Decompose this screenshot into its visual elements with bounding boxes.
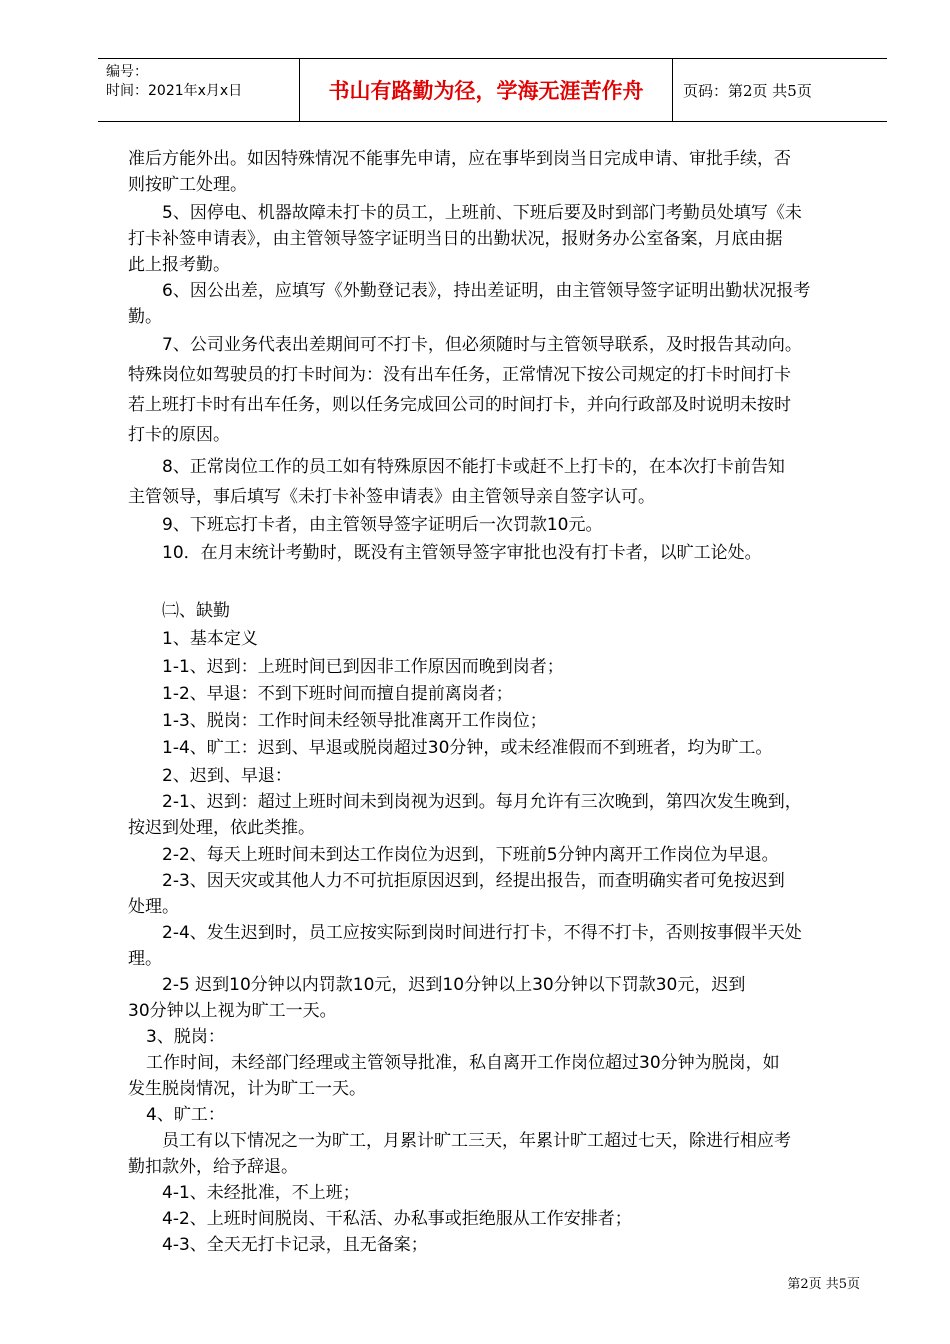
number-label: 编号： [106,64,148,80]
body-line: 2-3、因天灾或其他人力不可抗拒原因迟到，经提出报告，而查明确实者可免按迟到 [162,871,785,891]
body-line: 勤。 [128,307,162,327]
body-line: 勤扣款外，给予辞退。 [128,1157,298,1177]
header-motto: 书山有路勤为径，学海无涯苦作舟 [300,59,673,121]
page-header [98,58,887,122]
body-line: 2、迟到、早退： [162,766,292,786]
body-line: 3、脱岗： [146,1027,225,1047]
body-line: 打卡补签申请表》，由主管领导签字证明当日的出勤状况，报财务办公室备案，月底由据 [128,229,783,249]
body-line: 5、因停电、机器故障未打卡的员工，上班前、下班后要及时到部门考勤员处填写《未 [162,203,802,223]
body-line: 则按旷工处理。 [128,175,247,195]
time-label: 时间：2021年x月x日 [106,83,243,99]
body-line: 特殊岗位如驾驶员的打卡时间为：没有出车任务，正常情况下按公司规定的打卡时间打卡 [128,365,791,385]
page-footer: 第2页 共5页 [787,1277,860,1292]
body-line: 若上班打卡时有出车任务，则以任务完成回公司的时间打卡，并向行政部及时说明未按时 [128,395,791,415]
body-line: 员工有以下情况之一为旷工，月累计旷工三天，年累计旷工超过七天，除进行相应考 [162,1131,791,1151]
body-line: 发生脱岗情况，计为旷工一天。 [128,1079,366,1099]
body-line: 工作时间，未经部门经理或主管领导批准，私自离开工作岗位超过30分钟为脱岗，如 [146,1053,780,1073]
body-line: 4、旷工： [146,1105,225,1125]
body-line: 1、基本定义 [162,629,258,649]
body-line: 理。 [128,949,162,969]
body-line: 2-5 迟到10分钟以内罚款10元，迟到10分钟以上30分钟以下罚款30元，迟到 [162,975,746,995]
body-line: 9、下班忘打卡者，由主管领导签字证明后一次罚款10元。 [162,515,603,535]
body-line: 2-2、每天上班时间未到达工作岗位为迟到，下班前5分钟内离开工作岗位为早退。 [162,845,779,865]
body-line: 30分钟以上视为旷工一天。 [128,1001,337,1021]
body-line: 2-4、发生迟到时，员工应按实际到岗时间进行打卡，不得不打卡，否则按事假半天处 [162,923,802,943]
section-heading: ㈡、缺勤 [162,601,230,621]
body-line: 此上报考勤。 [128,255,230,275]
body-line: 按迟到处理，依此类推。 [128,818,315,838]
header-meta [98,59,300,121]
body-line: 4-3、全天无打卡记录，且无备案； [162,1235,428,1255]
body-line: 8、正常岗位工作的员工如有特殊原因不能打卡或赶不上打卡的，在本次打卡前告知 [162,457,785,477]
body-line: 1-4、旷工：迟到、早退或脱岗超过30分钟，或未经准假而不到班者，均为旷工。 [162,738,773,758]
body-line: 处理。 [128,897,179,917]
body-line: 10．在月末统计考勤时，既没有主管领导签字审批也没有打卡者，以旷工论处。 [162,543,762,563]
body-line: 主管领导，事后填写《未打卡补签申请表》由主管领导亲自签字认可。 [128,487,655,507]
body-line: 打卡的原因。 [128,425,230,445]
body-line: 1-3、脱岗：工作时间未经领导批准离开工作岗位； [162,711,547,731]
body-line: 2-1、迟到：超过上班时间未到岗视为迟到。每月允许有三次晚到，第四次发生晚到， [162,792,802,812]
body-line: 7、公司业务代表出差期间可不打卡，但必须随时与主管领导联系，及时报告其动向。 [162,335,802,355]
header-page-info: 页码：第2页 共5页 [683,81,812,100]
body-line: 1-1、迟到：上班时间已到因非工作原因而晚到岗者； [162,657,564,677]
body-line: 准后方能外出。如因特殊情况不能事先申请，应在事毕到岗当日完成申请、审批手续，否 [128,149,791,169]
body-line: 6、因公出差，应填写《外勤登记表》，持出差证明，由主管领导签字证明出勤状况报考 [162,281,811,301]
body-line: 4-2、上班时间脱岗、干私活、办私事或拒绝服从工作安排者； [162,1209,632,1229]
body-line: 1-2、早退：不到下班时间而擅自提前离岗者； [162,684,513,704]
body-line: 4-1、未经批准，不上班； [162,1183,360,1203]
